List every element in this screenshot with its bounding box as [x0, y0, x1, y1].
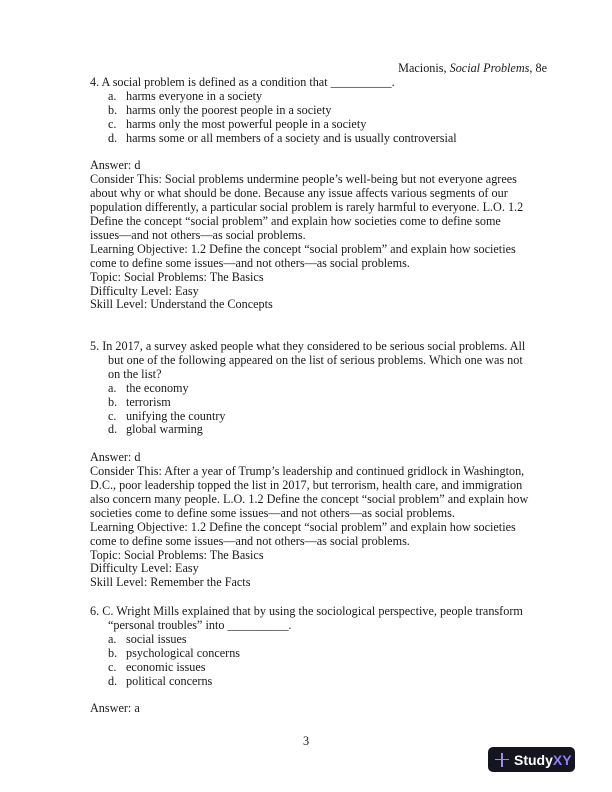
option-letter: d.	[108, 130, 118, 145]
studyxy-badge[interactable]	[488, 747, 575, 772]
answer: Answer: d	[90, 158, 141, 173]
option-text: harms some or all members of a society and is usually controversial	[126, 130, 457, 145]
option-a	[90, 90, 530, 104]
option-letter: b.	[108, 102, 118, 117]
question-stem: 5. In 2017, a survey asked people what they considered to be serious social problems. All	[90, 339, 526, 353]
option-text: the economy	[126, 380, 189, 395]
detail-line: come to define some issues—and not others—as social problems.	[90, 533, 410, 548]
option-text: terrorism	[126, 394, 171, 409]
header-book-title: Social Problems	[449, 61, 530, 75]
detail-line: also concern many people. L.O. 1.2 Define the concept “social problem” and explain how	[90, 491, 529, 506]
question-stem: “personal troubles” into __________.	[108, 617, 292, 632]
option-letter: d.	[108, 422, 118, 437]
detail-line: Define the concept “social problem” and explain how societies come to define some	[90, 214, 501, 229]
option-a	[90, 633, 530, 647]
detail-line: Consider This: Social problems undermine people’s well-being but not everyone agrees	[90, 172, 517, 187]
option-d	[90, 423, 530, 437]
page-number: 3	[302, 734, 310, 748]
option-letter: a.	[108, 88, 117, 103]
detail-line: come to define some issues—and not others—as social problems.	[90, 255, 410, 270]
brand-accent: XY	[552, 751, 572, 768]
detail-line: societies come to define some issues—and not others—as social problems.	[90, 505, 455, 520]
question-stem: but one of the following appeared on the list of serious problems. Which one was not	[108, 352, 523, 367]
answer: Answer: d	[90, 450, 141, 465]
option-d	[90, 132, 530, 146]
option-text: political concerns	[126, 673, 213, 688]
question-stem: 4. A social problem is defined as a condition that __________.	[90, 75, 395, 89]
detail-line: population differently, a particular social problem is rarely harmful to everyone. L.O. 1.2	[90, 200, 524, 215]
question-6	[90, 605, 530, 716]
detail-line: Learning Objective: 1.2 Define the concept “social problem” and explain how societies	[90, 241, 516, 256]
header-author: Macionis,	[398, 61, 450, 75]
detail-line: Consider This: After a year of Trump’s leadership and continued gridlock in Washington,	[90, 464, 525, 479]
difficulty: Difficulty Level: Easy	[90, 283, 199, 298]
option-text: social issues	[126, 631, 187, 646]
option-letter: c.	[108, 408, 117, 423]
question-stem: 6. C. Wright Mills explained that by using the sociological perspective, people transform	[90, 604, 523, 618]
skill-level: Skill Level: Remember the Facts	[90, 575, 251, 590]
option-b	[90, 104, 530, 118]
option-c	[90, 661, 530, 675]
option-letter: c.	[108, 659, 117, 674]
detail-line: Learning Objective: 1.2 Define the concept “social problem” and explain how societies	[90, 519, 516, 534]
option-a	[90, 382, 530, 396]
option-c	[90, 410, 530, 424]
option-b	[90, 647, 530, 661]
detail-line: about why or what should be done. Because any issue affects various segments of our	[90, 186, 508, 201]
option-text: harms everyone in a society	[126, 88, 263, 103]
option-text: global warming	[126, 422, 203, 437]
option-letter: a.	[108, 631, 117, 646]
brand-logo	[514, 752, 572, 768]
option-b	[90, 396, 530, 410]
option-text: economic issues	[126, 659, 206, 674]
question-5	[90, 340, 530, 590]
detail-line: issues—and not others—as social problems.	[90, 227, 306, 242]
option-letter: d.	[108, 673, 118, 688]
skill-level: Skill Level: Understand the Concepts	[90, 297, 273, 312]
header-edition: , 8e	[529, 61, 547, 75]
option-letter: b.	[108, 645, 118, 660]
option-letter: a.	[108, 380, 117, 395]
difficulty: Difficulty Level: Easy	[90, 561, 199, 576]
plus-icon	[495, 753, 509, 767]
question-stem: on the list?	[108, 366, 162, 381]
option-d	[90, 675, 530, 689]
running-header	[398, 61, 547, 75]
option-letter: b.	[108, 394, 118, 409]
detail-line: D.C., poor leadership topped the list in 2017, but terrorism, health care, and immigration	[90, 478, 523, 493]
topic: Topic: Social Problems: The Basics	[90, 269, 264, 284]
brand-name: Study	[514, 751, 553, 768]
topic: Topic: Social Problems: The Basics	[90, 547, 264, 562]
option-text: harms only the poorest people in a society	[126, 102, 332, 117]
answer: Answer: a	[90, 701, 140, 716]
option-letter: c.	[108, 116, 117, 131]
question-4	[90, 76, 530, 312]
option-c	[90, 118, 530, 132]
option-text: unifying the country	[126, 408, 226, 423]
option-text: harms only the most powerful people in a society	[126, 116, 367, 131]
option-text: psychological concerns	[126, 645, 241, 660]
